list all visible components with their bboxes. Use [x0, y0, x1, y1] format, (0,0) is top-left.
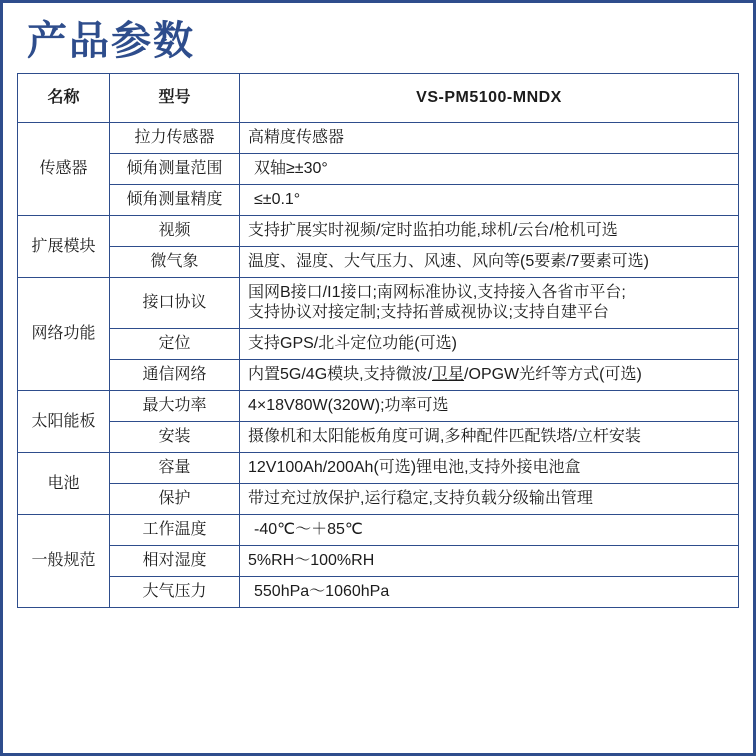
row-sub-label: 通信网络	[110, 360, 240, 391]
table-row	[18, 453, 739, 484]
row-value: 550hPa～1060hPa	[240, 577, 739, 608]
table-row	[18, 216, 739, 247]
row-sub-label: 保护	[110, 484, 240, 515]
table-row	[18, 154, 739, 185]
row-value-prefix: 内置5G/4G模块,支持微波/	[248, 366, 433, 383]
spec-table	[17, 73, 739, 608]
row-sub-label: 工作温度	[110, 515, 240, 546]
table-row	[18, 123, 739, 154]
row-value: -40℃～＋85℃	[240, 515, 739, 546]
row-sub-label: 容量	[110, 453, 240, 484]
table-row	[18, 391, 739, 422]
row-value: 支持GPS/北斗定位功能(可选)	[240, 329, 739, 360]
row-sub-label: 视频	[110, 216, 240, 247]
row-sub-label: 倾角测量精度	[110, 185, 240, 216]
table-row	[18, 515, 739, 546]
group-label-expansion: 扩展模块	[18, 216, 110, 278]
header-model: 型号	[110, 74, 240, 123]
group-label-network: 网络功能	[18, 278, 110, 391]
row-value: 4×18V80W(320W);功率可选	[240, 391, 739, 422]
row-sub-label: 大气压力	[110, 577, 240, 608]
header-name: 名称	[18, 74, 110, 123]
table-row	[18, 278, 739, 329]
spec-table-wrapper	[3, 73, 753, 622]
row-value	[240, 360, 739, 391]
row-sub-label: 倾角测量范围	[110, 154, 240, 185]
table-row	[18, 546, 739, 577]
table-row	[18, 577, 739, 608]
row-sub-label: 微气象	[110, 247, 240, 278]
row-value-line-2: 支持协议对接定制;支持拓普威视协议;支持自建平台	[248, 304, 609, 321]
row-value: 高精度传感器	[240, 123, 739, 154]
row-value-underlined: 卫星	[432, 366, 465, 383]
row-value-line-1: 国网B接口/I1接口;南网标准协议,支持接入各省市平台;	[248, 284, 626, 301]
row-sub-label: 接口协议	[110, 278, 240, 329]
header-model-value: VS-PM5100-MNDX	[240, 74, 739, 123]
group-label-solar-panel: 太阳能板	[18, 391, 110, 453]
group-label-battery: 电池	[18, 453, 110, 515]
row-sub-label: 相对湿度	[110, 546, 240, 577]
table-row	[18, 329, 739, 360]
row-value	[240, 278, 739, 329]
table-row	[18, 422, 739, 453]
row-sub-label: 最大功率	[110, 391, 240, 422]
row-value: 带过充过放保护,运行稳定,支持负载分级输出管理	[240, 484, 739, 515]
row-sub-label: 安装	[110, 422, 240, 453]
table-header-row	[18, 74, 739, 123]
row-value: 5%RH～100%RH	[240, 546, 739, 577]
row-value: 摄像机和太阳能板角度可调,多种配件匹配铁塔/立杆安装	[240, 422, 739, 453]
page-title: 产品参数	[27, 19, 195, 63]
table-row	[18, 247, 739, 278]
group-label-general: 一般规范	[18, 515, 110, 608]
row-value: ≤±0.1°	[240, 185, 739, 216]
row-value-suffix: /OPGW光纤等方式(可选)	[464, 366, 642, 383]
row-value: 支持扩展实时视频/定时监拍功能,球机/云台/枪机可选	[240, 216, 739, 247]
table-row	[18, 360, 739, 391]
row-value: 温度、湿度、大气压力、风速、风向等(5要素/7要素可选)	[240, 247, 739, 278]
row-sub-label: 定位	[110, 329, 240, 360]
row-value: 双轴≥±30°	[240, 154, 739, 185]
table-row	[18, 484, 739, 515]
row-value: 12V100Ah/200Ah(可选)锂电池,支持外接电池盒	[240, 453, 739, 484]
row-sub-label: 拉力传感器	[110, 123, 240, 154]
table-row	[18, 185, 739, 216]
group-label-sensor: 传感器	[18, 123, 110, 216]
